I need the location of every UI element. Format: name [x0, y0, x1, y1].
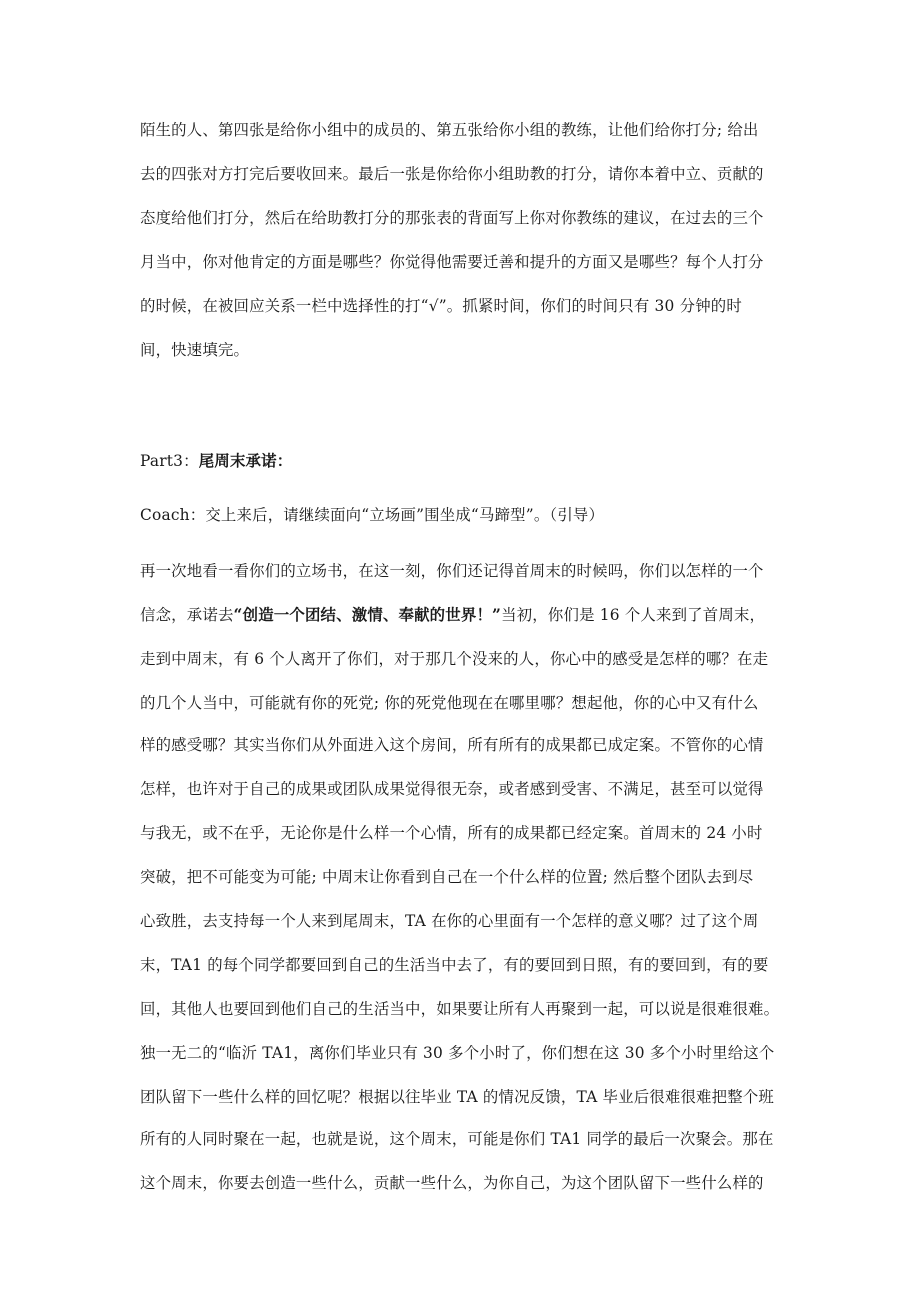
paragraph-line: 去的四张对方打完后要收回来。最后一张是你给你小组助教的打分，请你本着中立、贡献的: [140, 165, 764, 183]
coach-line: Coach：交上来后，请继续面向“立场画”围坐成“马蹄型”。（引导）: [140, 506, 605, 524]
paragraph-line: 样的感受哪？其实当你们从外面进入这个房间，所有所有的成果都已成定案。不管你的心情: [140, 736, 764, 754]
paragraph-line: 回，其他人也要回到他们自己的生活当中，如果要让所有人再聚到一起，可以说是很难很难。: [140, 1000, 780, 1018]
paragraph-line: 末，TA1 的每个同学都要回到自己的生活当中去了，有的要回到日照，有的要回到，有的要: [140, 956, 769, 974]
section-heading-title: 尾周末承诺：: [198, 452, 293, 470]
paragraph-line: 间，快速填完。: [140, 341, 250, 359]
paragraph-line: 走到中周末，有 6 个人离开了你们，对于那几个没来的人，你心中的感受是怎样的哪？在走: [140, 650, 769, 668]
paragraph-line: 陌生的人、第四张是给你小组中的成员的、第五张给你小组的教练，让他们给你打分; 给出: [140, 121, 759, 139]
section-heading: [140, 446, 782, 476]
paragraph-line: 所有的人同时聚在一起，也就是说，这个周末，可能是你们 TA1 同学的最后一次聚会。那在: [140, 1130, 774, 1148]
paragraph-line: 的几个人当中，可能就有你的死党; 你的死党他现在在哪里哪？想起他，你的心中又有什么: [140, 694, 759, 712]
paragraph-line: 月当中，你对他肯定的方面是哪些？你觉得他需要迁善和提升的方面又是哪些？每个人打分: [140, 253, 764, 271]
paragraph-line-with-emphasis: [140, 600, 782, 630]
text-after-emphasis: 当初，你们是 16 个人来到了首周末，: [501, 606, 766, 624]
paragraph-line: 的时候，在被回应关系一栏中选择性的打“√”。抓紧时间，你们的时间只有 30 分钟的时: [140, 297, 742, 315]
paragraph-line: 与我无，或不在乎，无论你是什么样一个心情，所有的成果都已经定案。首周末的 24 小时: [140, 824, 763, 842]
paragraph-line: 心致胜，去支持每一个人来到尾周末，TA 在你的心里面有一个怎样的意义哪？过了这个周: [140, 912, 759, 930]
emphasis-text: “创造一个团结、激情、奉献的世界！”: [233, 606, 502, 624]
text-before-emphasis: 信念，承诺去: [140, 606, 234, 624]
section-heading-prefix: Part3：: [140, 452, 199, 470]
paragraph-line: 突破，把不可能变为可能; 中周末让你看到自己在一个什么样的位置; 然后整个团队去到尽: [140, 868, 754, 886]
paragraph-line: 怎样，也许对于自己的成果或团队成果觉得很无奈，或者感到受害、不满足，甚至可以觉得: [140, 780, 764, 798]
paragraph-line: 态度给他们打分，然后在给助教打分的那张表的背面写上你对你教练的建议，在过去的三个: [140, 209, 764, 227]
paragraph-line: 再一次地看一看你们的立场书，在这一刻，你们还记得首周末的时候吗，你们以怎样的一个: [140, 562, 764, 580]
paragraph-line: 这个周末，你要去创造一些什么，贡献一些什么，为你自己，为这个团队留下一些什么样的: [140, 1174, 764, 1192]
paragraph-line: 团队留下一些什么样的回忆呢？根据以往毕业 TA 的情况反馈，TA 毕业后很难很难把整个班: [140, 1088, 775, 1106]
paragraph-line: 独一无二的“临沂 TA1，离你们毕业只有 30 多个小时了，你们想在这 30 多个小时里给这个: [140, 1044, 775, 1062]
